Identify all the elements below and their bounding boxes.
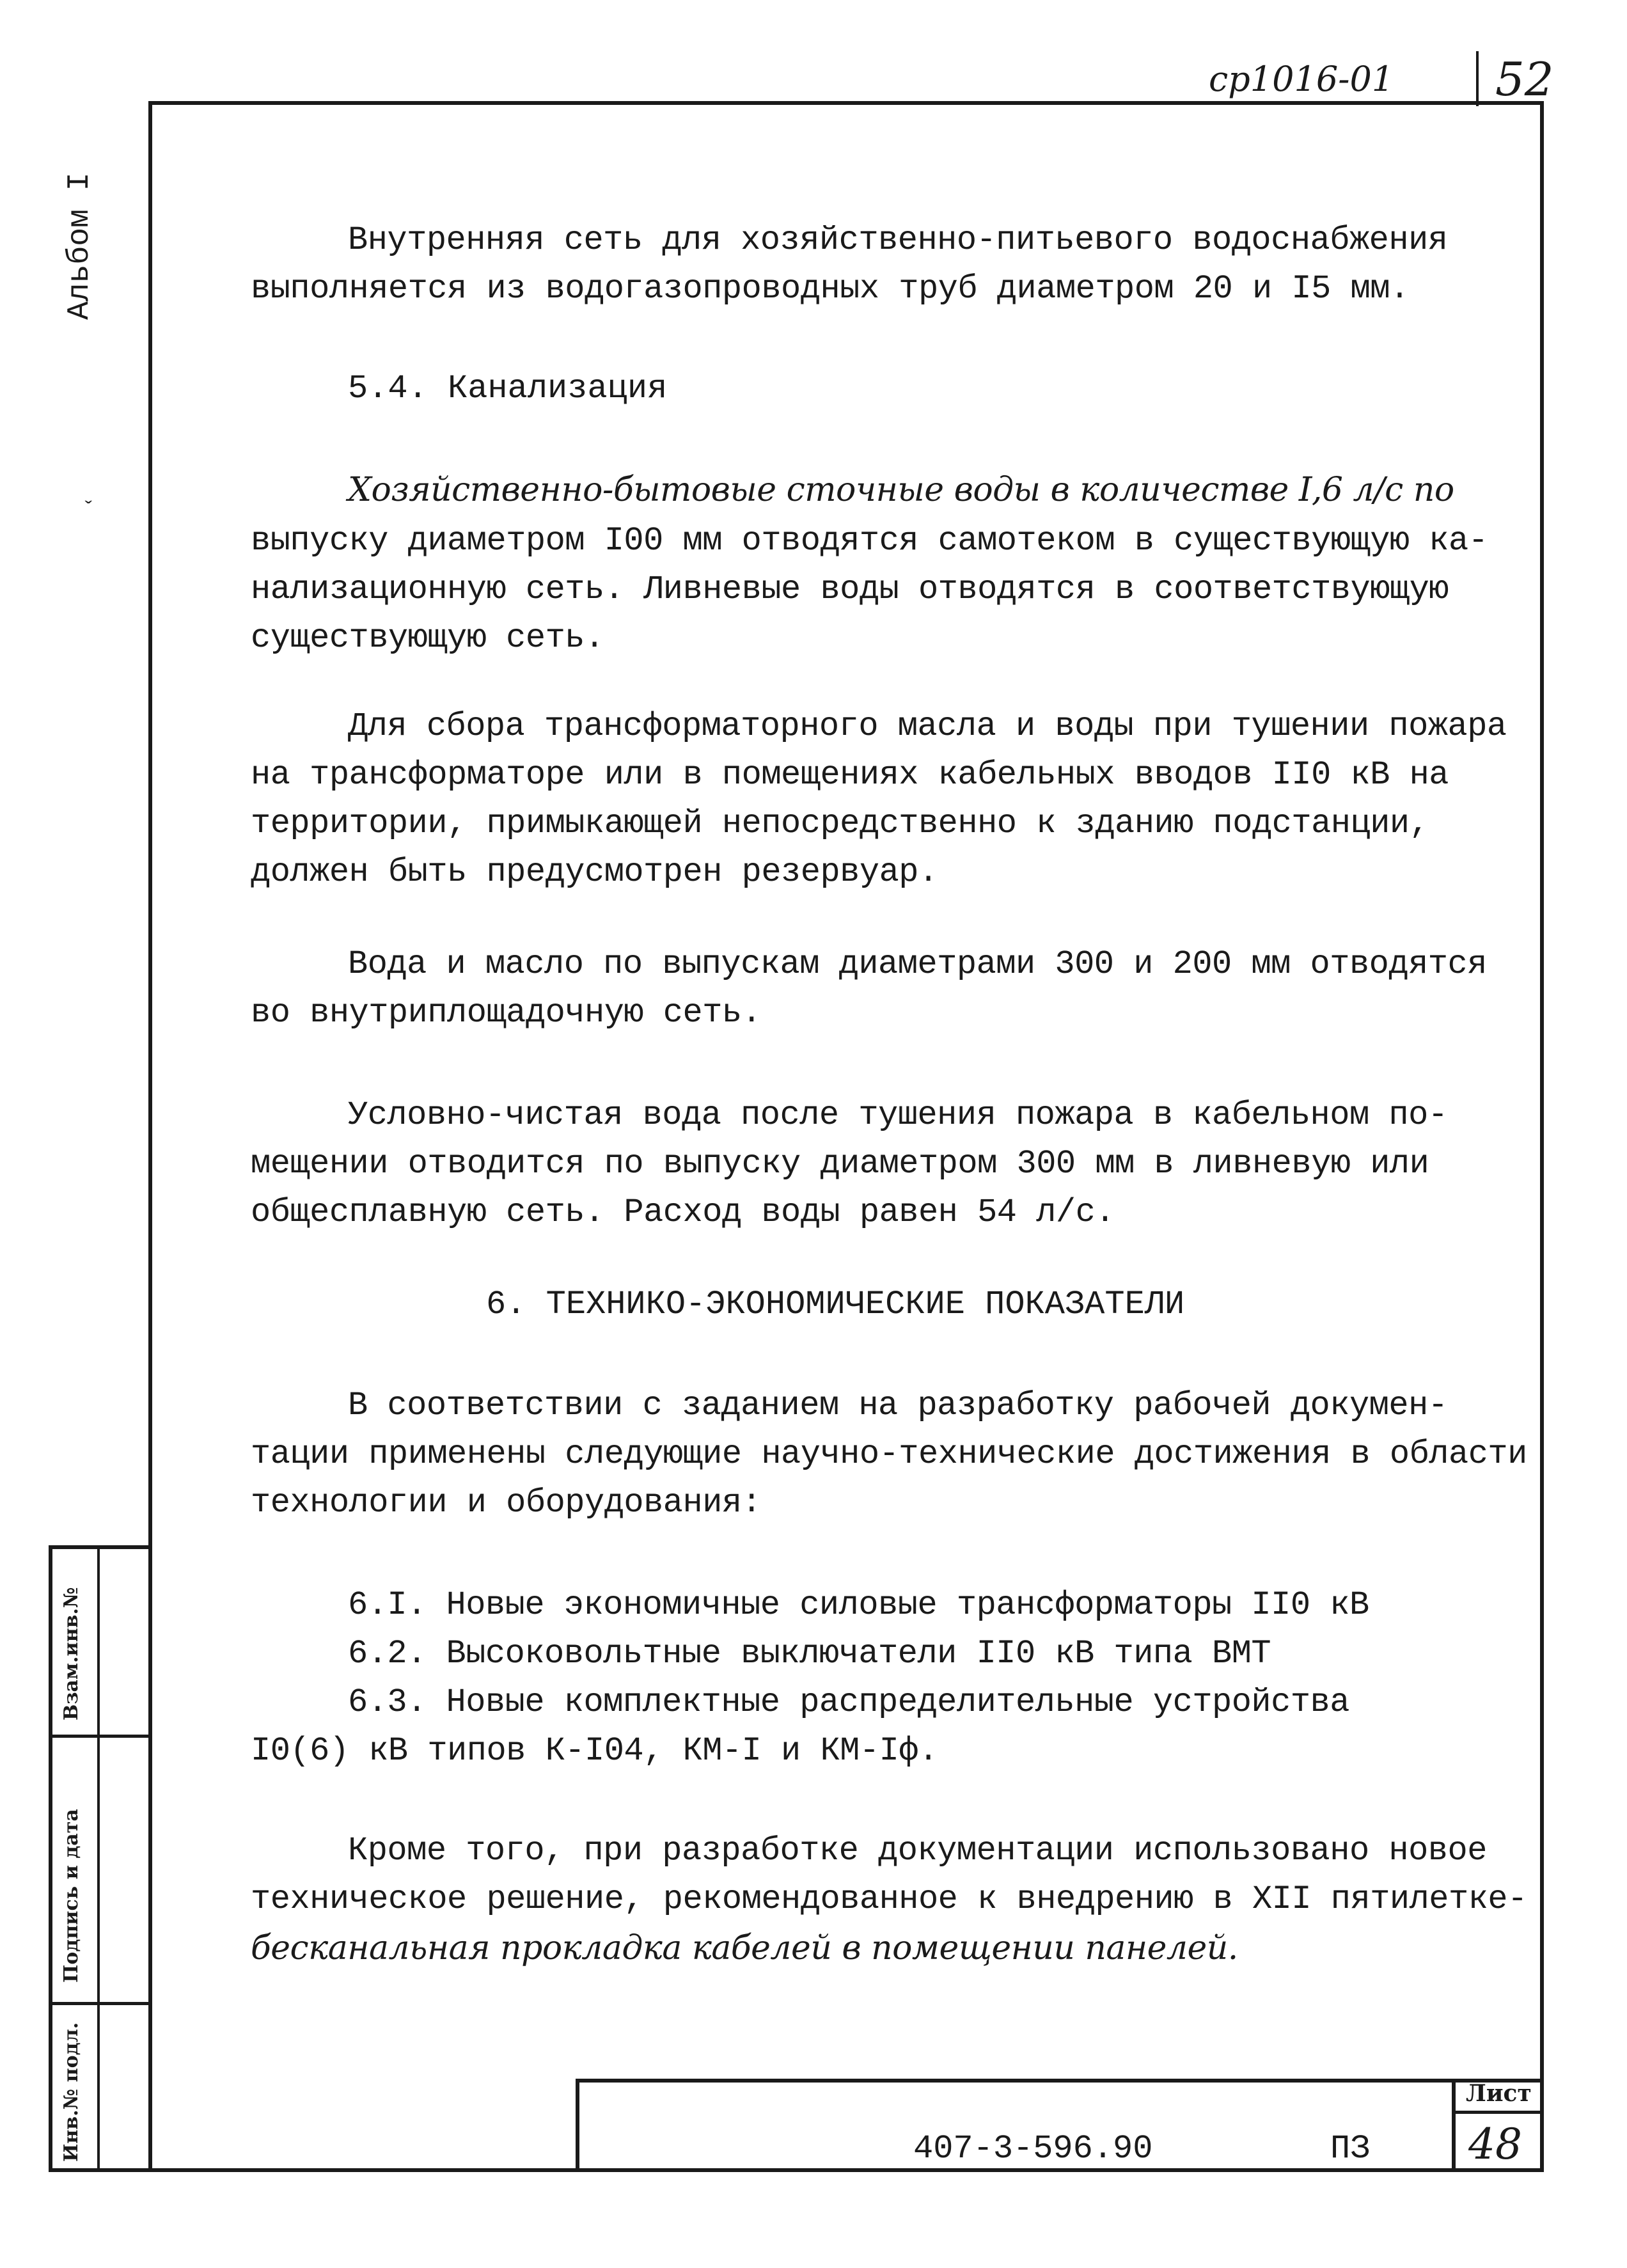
- sheet-number: 48: [1468, 2120, 1522, 2169]
- paragraph-water-supply: [251, 216, 1530, 313]
- list-item: 6.I. Новые экономичные силовые трансформаторы II0 кВ: [348, 1586, 1369, 1624]
- achievements-list: [251, 1581, 1530, 1776]
- text-line: нализационную сеть. Ливневые воды отводятся в соответствующую: [251, 571, 1449, 608]
- text-line: Условно-чистая вода после тушения пожара в кабельном по-: [348, 1096, 1448, 1134]
- document-section: ПЗ: [1330, 2130, 1371, 2168]
- text-line: Кроме того, при разработке документации использовано новое: [348, 1832, 1487, 1870]
- document-code: 407-3-596.90: [913, 2130, 1153, 2168]
- text-line: во внутриплощадочную сеть.: [251, 994, 762, 1032]
- text-line: бесканальная прокладка кабелей в помещении панелей.: [251, 1929, 1238, 1967]
- sheet-label: Лист: [1466, 2080, 1532, 2107]
- stamp-divider: [49, 2002, 148, 2005]
- header-divider: [1476, 51, 1479, 106]
- tick-mark: ˇ: [82, 499, 95, 523]
- text-line: Внутренняя сеть для хозяйственно-питьевого водоснабжения: [348, 221, 1448, 259]
- text-line: выполняется из водогазопроводных труб диаметром 20 и I5 мм.: [251, 270, 1410, 308]
- handwritten-page-number: 52: [1495, 52, 1554, 106]
- title-block-sheet-divider: [1452, 2111, 1544, 2114]
- text-line: существующую сеть.: [251, 619, 604, 657]
- paragraph-technical-solution: [251, 1827, 1530, 1973]
- paragraph-transformer-oil: [251, 702, 1530, 897]
- text-line: В соответствии с заданием на разработку рабочей докумен-: [348, 1387, 1448, 1424]
- text-line: [251, 466, 1530, 517]
- text-line: должен быть предусмотрен резервуар.: [251, 853, 938, 891]
- list-item: 6.2. Высоковольтные выключатели II0 кВ типа ВМТ: [348, 1635, 1271, 1673]
- section-heading-5-4: 5.4. Канализация: [348, 370, 668, 407]
- text-line: территории, примыкающей непосредственно к зданию подстанции,: [251, 805, 1429, 842]
- paragraph-sewage: [251, 466, 1530, 663]
- handwritten-doc-code: ср1016-01: [1209, 59, 1394, 99]
- list-item: 6.3. Новые комплектные распределительные устройства: [348, 1683, 1349, 1721]
- stamp-podpis-data: Подпись и дата: [60, 1809, 83, 1983]
- paragraph-achievements: [251, 1382, 1530, 1527]
- text-line: на трансформаторе или в помещениях кабельных вводов II0 кВ на: [251, 756, 1449, 794]
- text-line: технологии и оборудования:: [251, 1484, 762, 1522]
- stamp-vzam-inv: Взам.инв.№: [60, 1587, 83, 1721]
- text-line: мещении отводится по выпуску диаметром 300 мм в ливневую или: [251, 1145, 1429, 1183]
- text-line: общесплавную сеть. Расход воды равен 54 л/с.: [251, 1193, 1115, 1231]
- paragraph-water-oil-outlets: [251, 940, 1530, 1037]
- text-line: Для сбора трансформаторного масла и воды при тушении пожара: [348, 707, 1507, 745]
- text-line: выпуску диаметром I00 мм отводятся самотеком в существующую ка-: [251, 522, 1488, 560]
- paragraph-clean-water: [251, 1091, 1530, 1237]
- section-heading-6: 6. ТЕХНИКО-ЭКОНОМИЧЕСКИЕ ПОКАЗАТЕЛИ: [486, 1286, 1185, 1323]
- stamp-inv-podl: Инв.№ подл.: [60, 2022, 83, 2162]
- list-item: I0(6) кВ типов К-I04, КМ-I и КМ-Iф.: [251, 1732, 938, 1770]
- text-line: тации применены следующие научно-технические достижения в области: [251, 1435, 1527, 1473]
- text-line: Вода и масло по выпускам диаметрами 300 и 200 мм отводятся: [348, 945, 1487, 983]
- stamp-divider: [49, 1735, 148, 1738]
- text-line: техническое решение, рекомендованное к внедрению в XII пятилетке-: [251, 1880, 1527, 1918]
- text-line: Хозяйственно-бытовые сточные воды в количестве I,6 л/с по: [348, 471, 1454, 509]
- album-label: Альбом I: [63, 172, 97, 320]
